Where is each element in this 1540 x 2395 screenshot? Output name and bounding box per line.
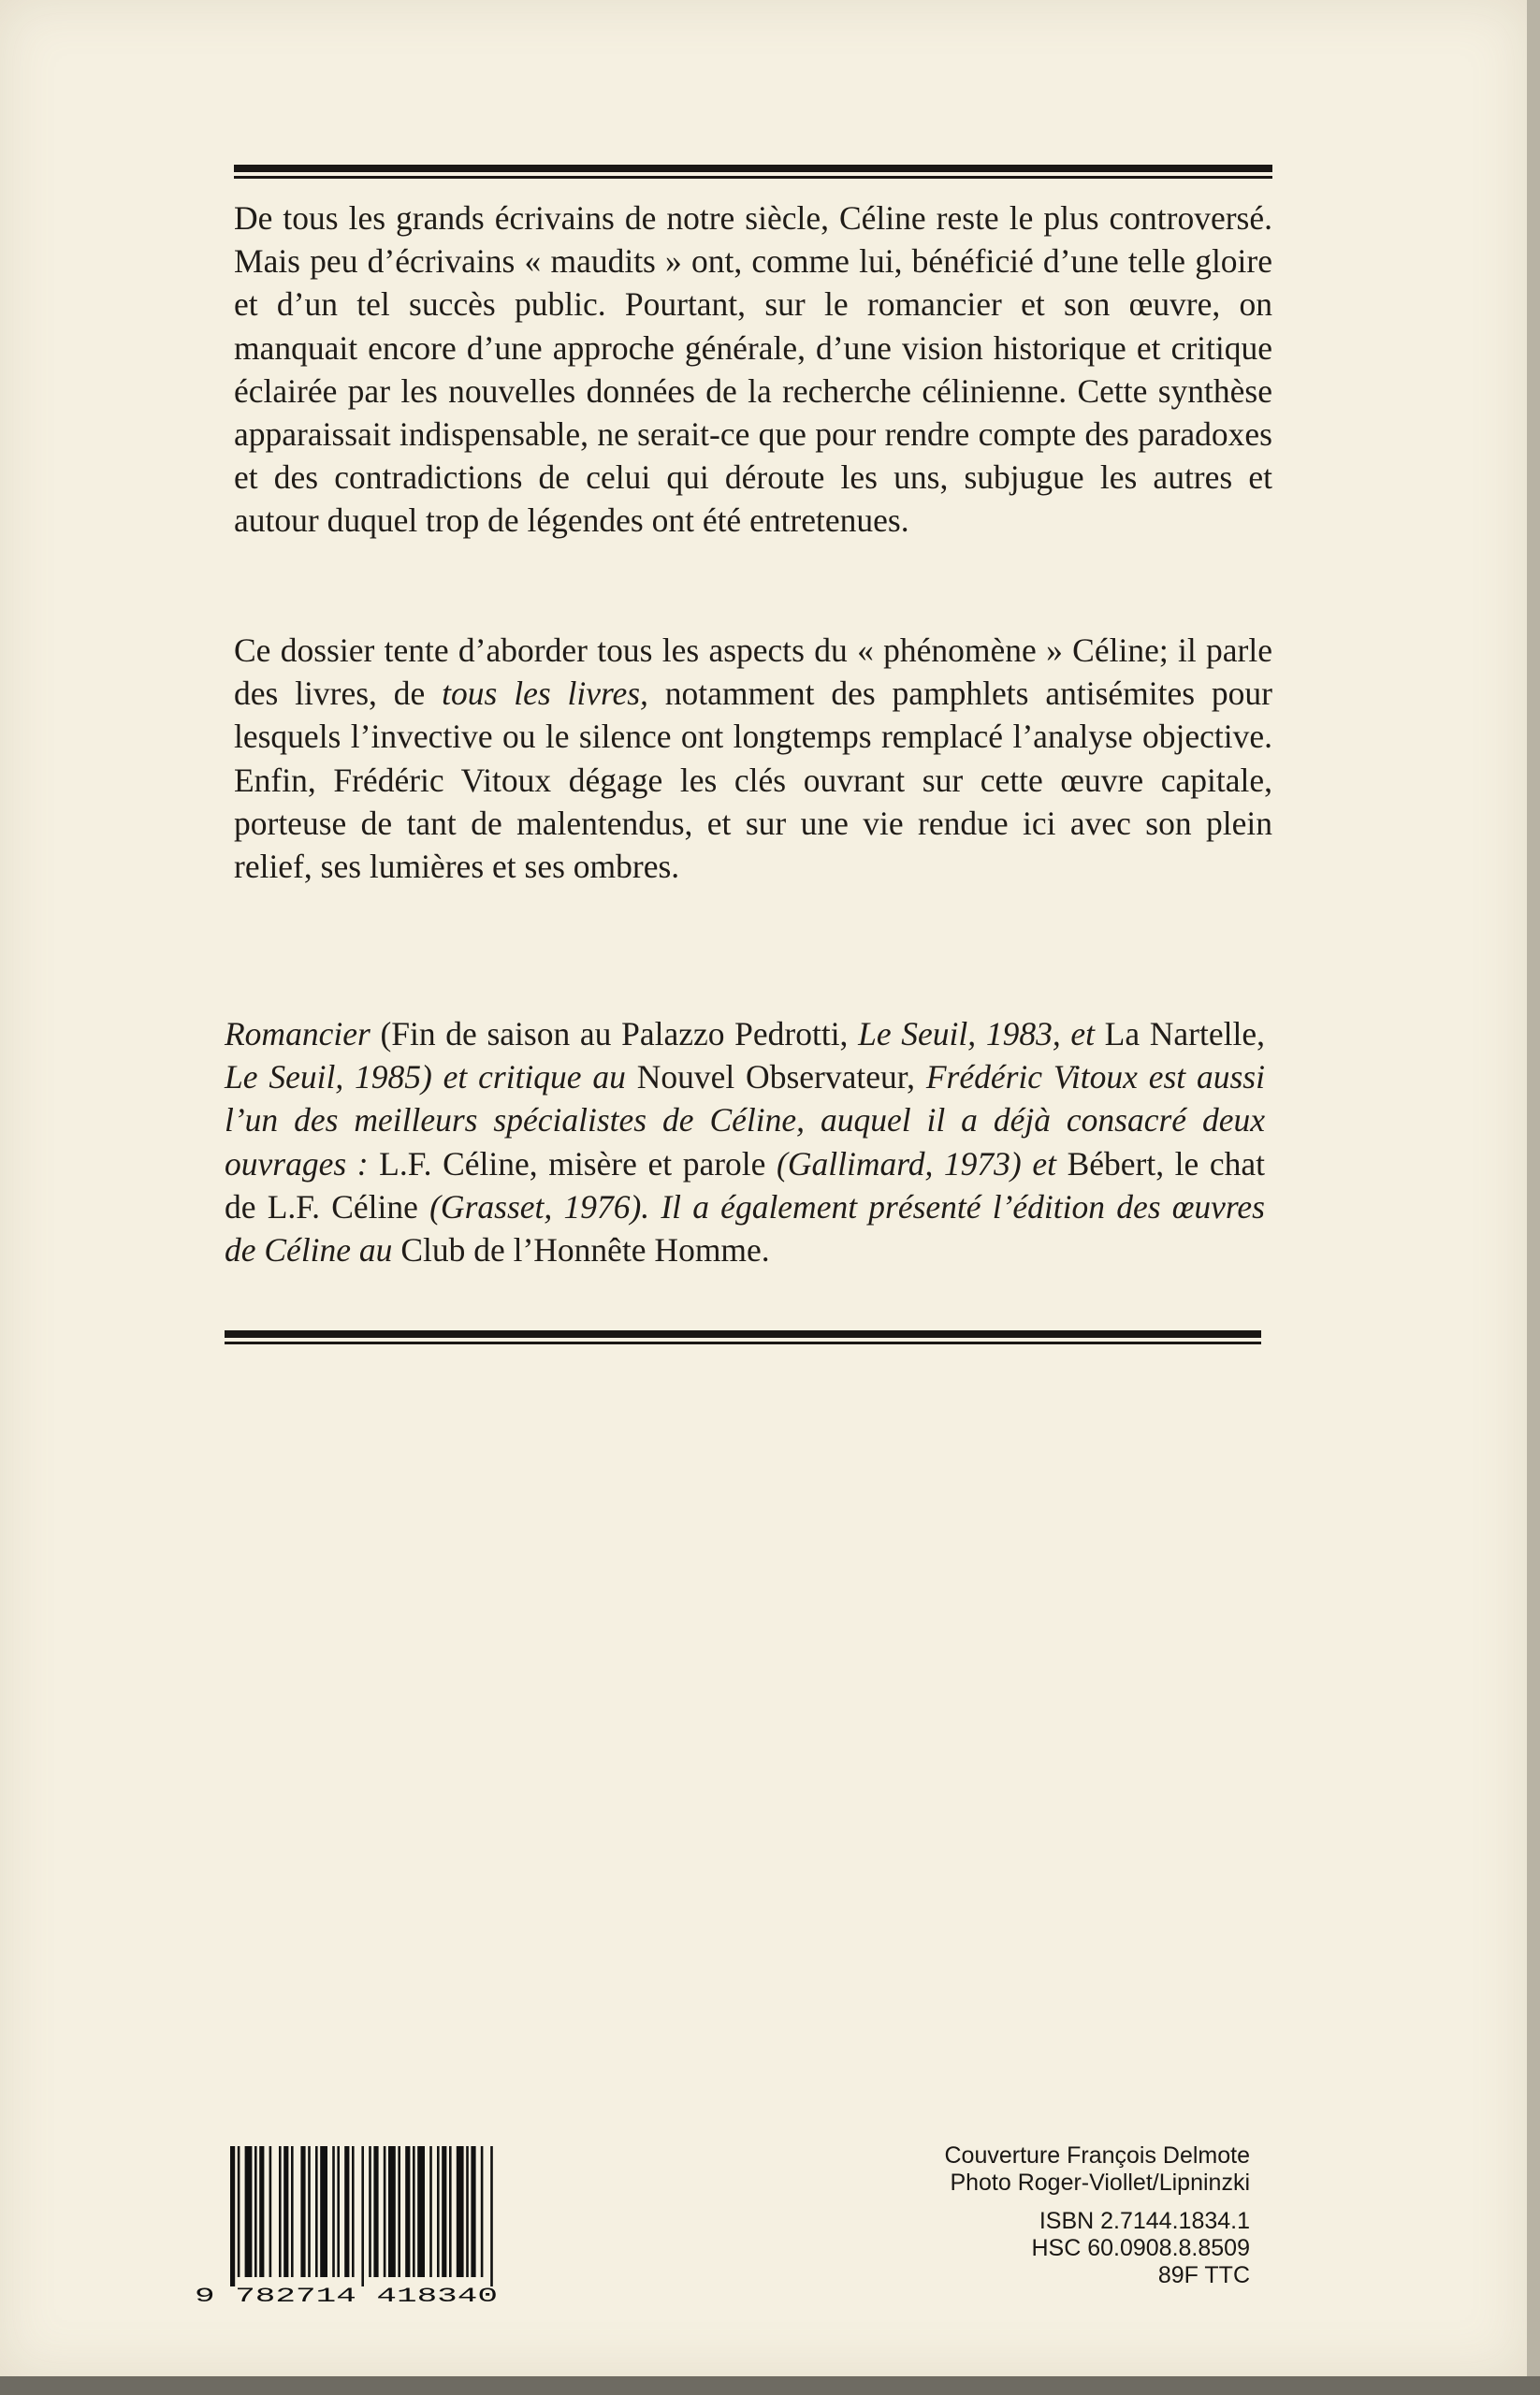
- barcode-bar: [373, 2146, 378, 2277]
- barcode-bar: [471, 2146, 475, 2277]
- barcode-bar: [369, 2146, 371, 2277]
- barcode-bar: [291, 2146, 294, 2277]
- barcode-bar: [332, 2146, 335, 2277]
- barcode-bar: [254, 2146, 257, 2277]
- hsc-number: HSC 60.0908.8.8509: [1031, 2235, 1250, 2261]
- barcode-bar: [384, 2146, 386, 2277]
- barcode-bar: [259, 2146, 264, 2277]
- price: 89F TTC: [1157, 2262, 1250, 2288]
- barcode-bar: [437, 2146, 440, 2277]
- barcode-bar: [320, 2146, 327, 2277]
- barcode-bar: [413, 2146, 415, 2277]
- credits-block: [842, 2142, 1250, 2289]
- barcode-bar: [481, 2146, 484, 2277]
- barcode-bar: [308, 2146, 311, 2277]
- top-double-rule: [234, 165, 1272, 179]
- page-edge-bottom: [0, 2376, 1540, 2395]
- photo-credit: Photo Roger-Viollet/Lipninzki: [950, 2170, 1250, 2196]
- barcode-bar: [442, 2146, 446, 2277]
- summary-paragraph-1: De tous les grands écrivains de notre siècle, Céline reste le plus controversé. Mais peu d’écrivains « maudits » ont, comme lui, bénéficié d’une telle gloire et d’un tel succès public. Pourtant, sur le romancier et son œuvre, on manquait encore d’une approche générale, d’une vision historique et critique éclairée par les nouvelles données de la recherche célinienne. Cette synthèse apparaissait indispensable, ne serait-ce que pour rendre compte des paradoxes et des contradictions de celui qui déroute les uns, subjugue les autres et autour duquel trop de légendes ont été entretenues.: [234, 199, 1272, 540]
- barcode-bar: [429, 2146, 432, 2277]
- barcode-bar: [344, 2146, 349, 2277]
- author-bio: Romancier (Fin de saison au Palazzo Pedrotti, Le Seuil, 1983, et La Nartelle, Le Seuil, 1985) et critique au Nouvel Observateur, Frédéric Vitoux est aussi l’un des meilleurs spécialistes de Céline, auquel il a déjà consacré deux ouvrages : L.F. Céline, misère et parole (Gallimard, 1973) et Bébert, le chat de L.F. Céline (Grasset, 1976). Il a également présenté l’édition des œuvres de Céline au Club de l’Honnête Homme.: [225, 1015, 1266, 1270]
- barcode-bar: [417, 2146, 425, 2277]
- page-edge-right: [1527, 0, 1540, 2395]
- barcode-bar: [352, 2146, 355, 2277]
- barcode-bar: [279, 2146, 282, 2277]
- barcode-bar: [300, 2146, 305, 2277]
- barcode-bar: [361, 2146, 364, 2286]
- barcode-bar: [466, 2146, 469, 2277]
- cover-credit: Couverture François Delmote: [944, 2142, 1250, 2169]
- barcode-bar: [283, 2146, 288, 2277]
- summary-paragraph-2: Ce dossier tente d’aborder tous les aspects du « phénomène » Céline; il parle des livres, de tous les livres, notamment des pamphlets antisémites pour lesquels l’invective ou le silence ont longtemps remplacé l’analyse objective. Enfin, Frédéric Vitoux dégage les clés ouvrant sur cette œuvre capitale, porteuse de tant de malentendus, et sur une vie rendue ici avec son plein relief, ses lumières et ses ombres.: [234, 631, 1272, 886]
- barcode-digits: 9 782714 418340: [195, 2285, 498, 2305]
- barcode-bar: [245, 2146, 253, 2277]
- barcode-bar: [405, 2146, 410, 2277]
- barcode-bar: [315, 2146, 318, 2277]
- barcode-bar: [238, 2146, 240, 2277]
- barcode-bar: [449, 2146, 452, 2277]
- barcode-bar: [388, 2146, 396, 2277]
- barcode-bar: [230, 2146, 235, 2286]
- bottom-double-rule: [225, 1330, 1261, 1344]
- barcode-bar: [490, 2146, 493, 2286]
- isbn-barcode: [195, 2146, 503, 2305]
- barcode-bar: [398, 2146, 400, 2277]
- barcode-bar: [269, 2146, 272, 2277]
- barcode-bar: [457, 2146, 464, 2277]
- isbn-number: ISBN 2.7144.1834.1: [1039, 2208, 1250, 2234]
- barcode-bar: [337, 2146, 340, 2277]
